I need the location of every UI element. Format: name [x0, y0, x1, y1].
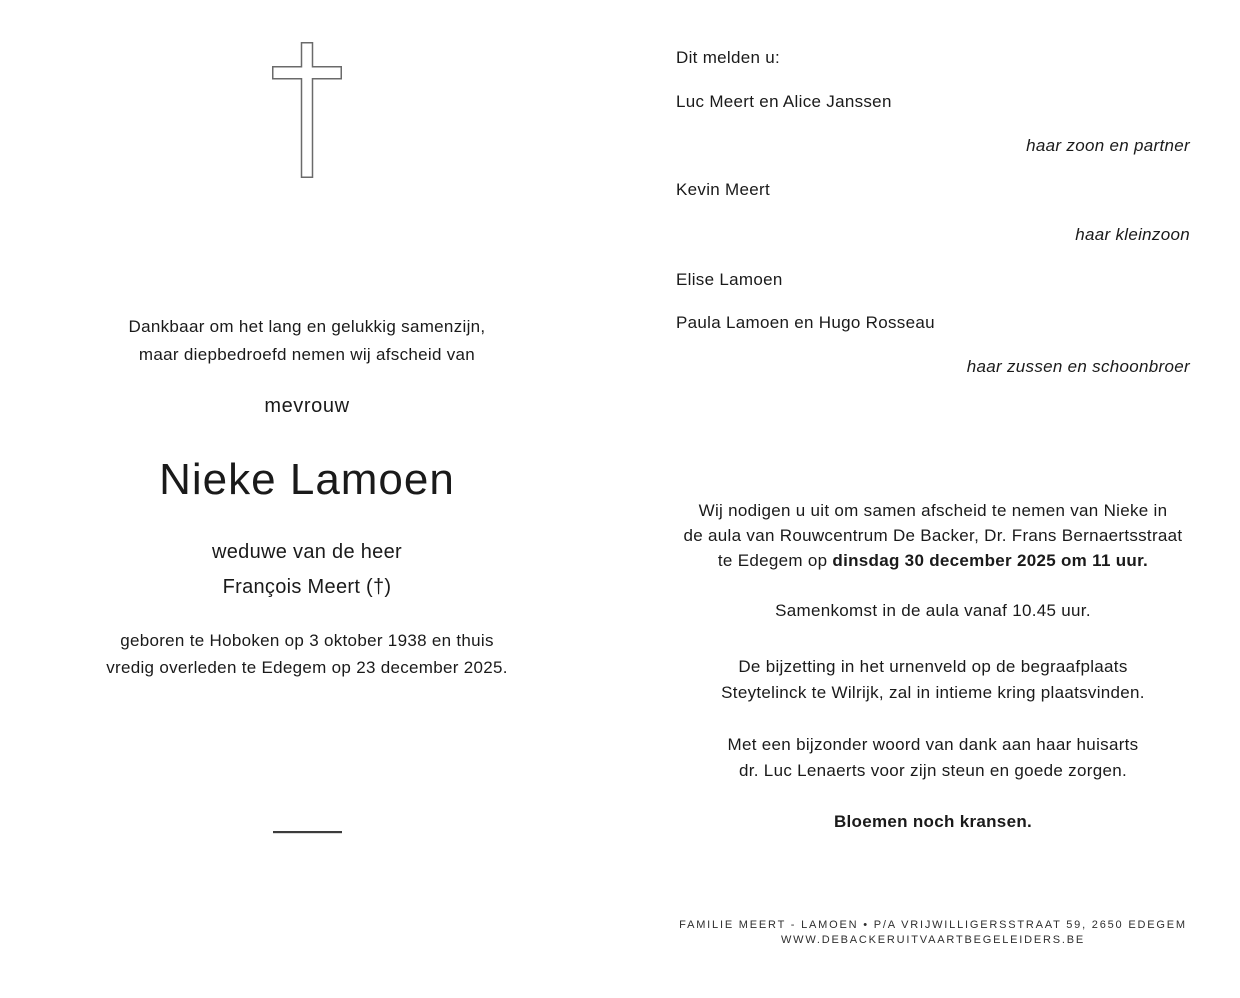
invitation-line-1: Wij nodigen u uit om samen afscheid te nemen van Nieke in	[698, 501, 1168, 520]
intro-text	[0, 313, 614, 369]
divider-line	[273, 831, 342, 833]
widow-line-2: François Meert (†)	[222, 576, 392, 598]
honorific: mevrouw	[264, 395, 350, 417]
burial-line-1: De bijzetting in het urnenveld op de begraafplaats	[738, 657, 1128, 676]
thanks-line-1: Met een bijzonder woord van dank aan haar huisarts	[727, 735, 1139, 754]
widow-of-text	[0, 535, 614, 605]
footer-website: WWW.DEBACKERUITVAARTBEGELEIDERS.BE	[780, 934, 1086, 946]
footer-family-address: FAMILIE MEERT - LAMOEN • P/A VRIJWILLIGERSSTRAAT 59, 2650 EDEGEM	[679, 919, 1187, 931]
thanks-line-2: dr. Luc Lenaerts voor zijn steun en goede zorgen.	[738, 761, 1127, 780]
intro-line-2: maar diepbedroefd nemen wij afscheid van	[138, 345, 476, 364]
deceased-name: Nieke Lamoen	[159, 455, 455, 504]
footer	[676, 918, 1190, 948]
family-member: Kevin Meert	[676, 180, 771, 199]
burial-text	[676, 654, 1190, 706]
life-dates-line-2: vredig overleden te Edegem op 23 december 2025.	[106, 658, 508, 677]
announcement-heading: Dit melden u:	[676, 48, 781, 67]
burial-line-2: Steytelinck te Wilrijk, zal in intieme kring plaatsvinden.	[721, 683, 1145, 702]
widow-line-1: weduwe van de heer	[212, 541, 402, 563]
gathering-text: Samenkomst in de aula vanaf 10.45 uur.	[775, 601, 1091, 620]
invitation-date-time: dinsdag 30 december 2025 om 11 uur.	[832, 551, 1149, 570]
family-relation: haar zussen en schoonbroer	[966, 357, 1190, 376]
intro-line-1: Dankbaar om het lang en gelukkig samenzijn,	[128, 317, 486, 336]
life-dates-line-1: geboren te Hoboken op 3 oktober 1938 en thuis	[120, 631, 494, 650]
invitation-line-3-normal: te Edegem op	[717, 551, 833, 570]
family-relation: haar kleinzoon	[1075, 225, 1190, 244]
invitation-line-3	[676, 548, 1190, 573]
cross-icon-container	[0, 42, 614, 178]
flowers-notice: Bloemen noch kransen.	[833, 812, 1033, 831]
family-member: Elise Lamoen	[676, 270, 783, 289]
family-relation: haar zoon en partner	[1026, 136, 1190, 155]
family-member: Paula Lamoen en Hugo Rosseau	[676, 313, 935, 332]
thanks-text	[676, 732, 1190, 784]
life-dates-text	[0, 627, 614, 681]
invitation-line-2: de aula van Rouwcentrum De Backer, Dr. Frans Bernaertsstraat	[683, 526, 1183, 545]
invitation-text	[676, 498, 1190, 573]
family-member: Luc Meert en Alice Janssen	[676, 92, 892, 111]
latin-cross-icon	[272, 42, 342, 178]
